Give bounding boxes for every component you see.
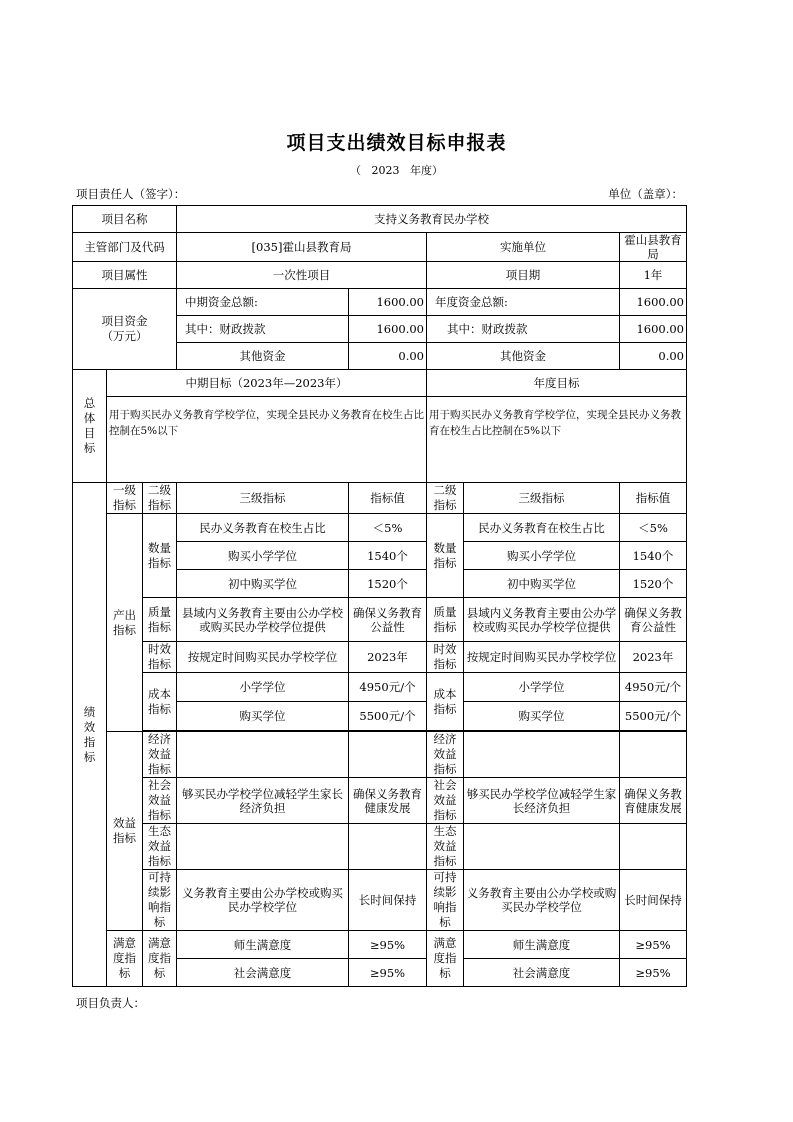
quality-label-right: 质量 指标	[427, 598, 464, 642]
row-perf-header	[73, 483, 687, 514]
row-goal-headers	[73, 370, 687, 397]
cost-2-value: 5500元/个	[349, 702, 427, 731]
row-social	[73, 778, 687, 824]
year-goal-text: 用于购买民办义务教育学校学位，实现全县民办义务教育在校生占比控制在5%以下	[427, 397, 687, 483]
eco-1-value-right	[620, 824, 687, 870]
row-dept	[73, 233, 687, 262]
period-value: 1年	[620, 262, 687, 289]
row-project-name	[73, 206, 687, 233]
quality-1-value-right: 确保义务教育公益性	[620, 598, 687, 642]
cost-2: 购买学位	[177, 702, 349, 731]
page-title: 项目支出绩效目标申报表	[286, 132, 507, 154]
impl-unit-value: 霍山县教育局	[620, 233, 687, 262]
quantity-3: 初中购买学位	[177, 570, 349, 598]
satisfaction-sub-label-right: 满意 度指 标	[427, 931, 464, 987]
social-1: 够买民办学校学位减轻学生家长经济负担	[177, 778, 349, 824]
project-name-value: 支持义务教育民办学校	[177, 206, 687, 233]
row-eco	[73, 824, 687, 870]
year-other-value: 0.00	[620, 343, 687, 370]
social-1-value: 确保义务教育健康发展	[349, 778, 427, 824]
satisfaction-1: 师生满意度	[177, 931, 349, 959]
sustain-1-value-right: 长时间保持	[620, 870, 687, 931]
quantity-label-right: 数量 指标	[427, 514, 464, 598]
mid-goal-header: 中期目标（2023年—2023年）	[107, 370, 427, 397]
time-1: 按规定时间购买民办学校学位	[177, 642, 349, 673]
mid-other-value: 0.00	[349, 343, 427, 370]
output-indicator-label: 产出 指标	[107, 514, 143, 732]
eco-1-right	[464, 824, 620, 870]
satisfaction-1-right: 师生满意度	[464, 931, 620, 959]
cost-1: 小学学位	[177, 673, 349, 702]
row-attr	[73, 262, 687, 289]
cost-1-right: 小学学位	[464, 673, 620, 702]
header-level1: 一级 指标	[107, 483, 143, 514]
sustain-label-right: 可持 续影 响指 标	[427, 870, 464, 931]
mid-total-value: 1600.00	[349, 289, 427, 316]
time-1-value: 2023年	[349, 642, 427, 673]
quantity-label: 数量 指标	[143, 514, 177, 598]
unit-label: 单位（盖章）：	[608, 187, 683, 201]
attr-label: 项目属性	[73, 262, 177, 289]
satisfaction-sub-label: 满意 度指 标	[143, 931, 177, 987]
quantity-1-value-right: ＜5%	[620, 514, 687, 542]
quantity-2: 购买小学学位	[177, 542, 349, 570]
row-cost-1	[73, 673, 687, 702]
dept-label: 主管部门及代码	[73, 233, 177, 262]
responsible-label: 项目责任人（签字）：	[76, 187, 186, 201]
quality-1: 县域内义务教育主要由公办学校或购买民办学校学位提供	[177, 598, 349, 642]
row-funds-total	[73, 289, 687, 316]
row-satisfaction-1	[73, 931, 687, 959]
quantity-3-value-right: 1520个	[620, 570, 687, 598]
sustain-label: 可持 续影 响指 标	[143, 870, 177, 931]
satisfaction-2-value-right: ≥95%	[620, 959, 687, 987]
satisfaction-2-value: ≥95%	[349, 959, 427, 987]
row-time	[73, 642, 687, 673]
row-goal-text	[73, 397, 687, 483]
cost-1-value-right: 4950元/个	[620, 673, 687, 702]
econ-label-right: 经济 效益 指标	[427, 732, 464, 778]
header-level3: 三级指标	[177, 483, 349, 514]
quantity-3-value: 1520个	[349, 570, 427, 598]
footer-responsible: 项目负责人：	[76, 996, 145, 1010]
social-1-value-right: 确保义务教育健康发展	[620, 778, 687, 824]
quality-label: 质量 指标	[143, 598, 177, 642]
row-quantity-1	[73, 514, 687, 542]
funds-label: 项目资金 （万元）	[73, 289, 177, 370]
quantity-2-value-right: 1540个	[620, 542, 687, 570]
mid-total-label: 中期资金总额:	[177, 289, 349, 316]
satisfaction-2-right: 社会满意度	[464, 959, 620, 987]
cost-label-right: 成本 指标	[427, 673, 464, 731]
eco-label: 生态 效益 指标	[143, 824, 177, 870]
satisfaction-indicator-label: 满意 度指 标	[107, 931, 143, 987]
attr-value: 一次性项目	[177, 262, 427, 289]
econ-label: 经济 效益 指标	[143, 732, 177, 778]
satisfaction-1-value: ≥95%	[349, 931, 427, 959]
social-1-right: 够买民办学校学位减轻学生家长经济负担	[464, 778, 620, 824]
perf-label: 绩 效 指 标	[73, 483, 107, 987]
time-1-right: 按规定时间购买民办学校学位	[464, 642, 620, 673]
econ-1-value	[349, 732, 427, 778]
social-label-right: 社会 效益 指标	[427, 778, 464, 824]
time-label-right: 时效 指标	[427, 642, 464, 673]
satisfaction-2: 社会满意度	[177, 959, 349, 987]
sustain-1: 义务教育主要由公办学校或购买民办学校学位	[177, 870, 349, 931]
year-fiscal-value: 1600.00	[620, 316, 687, 343]
quantity-1: 民办义务教育在校生占比	[177, 514, 349, 542]
benefit-indicator-label: 效益 指标	[107, 732, 143, 931]
quality-1-right: 县域内义务教育主要由公办学校或购买民办学校学位提供	[464, 598, 620, 642]
quantity-2-right: 购买小学学位	[464, 542, 620, 570]
year-total-label: 年度资金总额:	[427, 289, 620, 316]
dept-value: [035]霍山县教育局	[177, 233, 427, 262]
sustain-1-right: 义务教育主要由公办学校或购买民办学校学位	[464, 870, 620, 931]
quality-1-value: 确保义务教育公益性	[349, 598, 427, 642]
cost-2-right: 购买学位	[464, 702, 620, 731]
row-econ	[73, 732, 687, 778]
header-level2-right: 二级 指标	[427, 483, 464, 514]
impl-unit-label: 实施单位	[427, 233, 620, 262]
project-name-label: 项目名称	[73, 206, 177, 233]
year-line: （ 2023 年度）	[350, 164, 443, 177]
mid-fiscal-label: 其中：财政拨款	[177, 316, 349, 343]
quantity-1-value: ＜5%	[349, 514, 427, 542]
row-quality	[73, 598, 687, 642]
period-label: 项目期	[427, 262, 620, 289]
year-fiscal-label: 其中：财政拨款	[427, 316, 620, 343]
overall-goal-label: 总 体 目 标	[73, 370, 107, 483]
cost-2-value-right: 5500元/个	[620, 702, 687, 731]
quantity-1-right: 民办义务教育在校生占比	[464, 514, 620, 542]
mid-fiscal-value: 1600.00	[349, 316, 427, 343]
sustain-1-value: 长时间保持	[349, 870, 427, 931]
quantity-3-right: 初中购买学位	[464, 570, 620, 598]
row-sustain	[73, 870, 687, 931]
header-value: 指标值	[349, 483, 427, 514]
header-value-right: 指标值	[620, 483, 687, 514]
econ-1-value-right	[620, 732, 687, 778]
econ-1	[177, 732, 349, 778]
time-1-value-right: 2023年	[620, 642, 687, 673]
eco-1	[177, 824, 349, 870]
econ-1-right	[464, 732, 620, 778]
social-label: 社会 效益 指标	[143, 778, 177, 824]
header-level2: 二级 指标	[143, 483, 177, 514]
quantity-2-value: 1540个	[349, 542, 427, 570]
header-level3-right: 三级指标	[464, 483, 620, 514]
performance-form-table	[72, 205, 687, 987]
year-other-label: 其他资金	[427, 343, 620, 370]
mid-goal-text: 用于购买民办义务教育学校学位，实现全县民办义务教育在校生占比控制在5%以下	[107, 397, 427, 483]
eco-label-right: 生态 效益 指标	[427, 824, 464, 870]
eco-1-value	[349, 824, 427, 870]
cost-1-value: 4950元/个	[349, 673, 427, 702]
year-total-value: 1600.00	[620, 289, 687, 316]
time-label: 时效 指标	[143, 642, 177, 673]
year-goal-header: 年度目标	[427, 370, 687, 397]
satisfaction-1-value-right: ≥95%	[620, 931, 687, 959]
mid-other-label: 其他资金	[177, 343, 349, 370]
cost-label: 成本 指标	[143, 673, 177, 731]
